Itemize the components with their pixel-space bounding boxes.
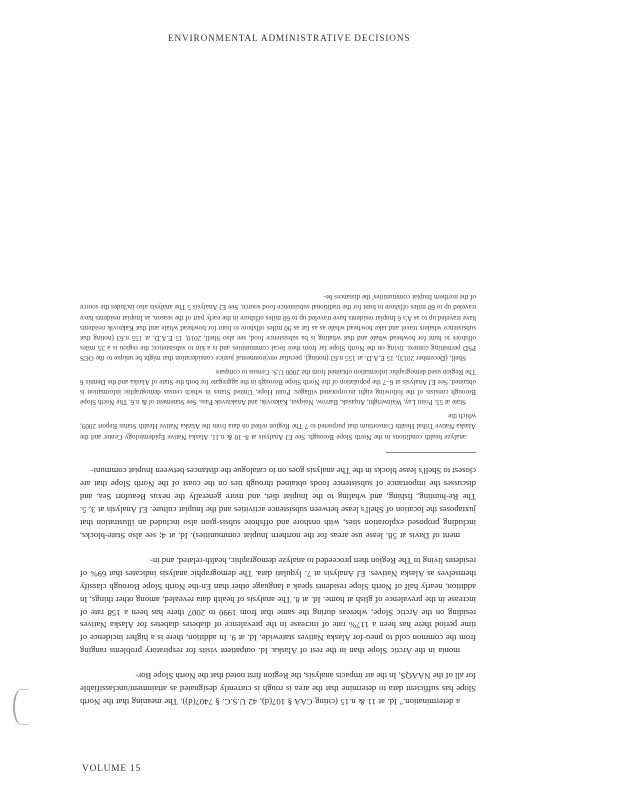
footnote: analyze health conditions in the North Slope Borough. See EJ Analysis at 8–10 & n.11. Alaska Native Epidemiology Center and the Alaska Native Tribal Health Consortium that purported to 7 The Region relied on data from the Alaska Native Health Status Report 2009, which the (80, 412, 476, 441)
body-paragraph: a determination." Id. at 11 & n.15 (citing CAA § 107(d), 42 U.S.C. § 7407(d)). The meaning that the North Slope has sufficient data to determine that the area is rough is currently designated as attainment/unclassifiable for all of the NAAQS, In the air impacts analysis, the Region first noted that the North Slope Bor- (80, 671, 476, 707)
footnote-divider (386, 452, 476, 453)
footnote: Shell, (December 2013), 15 E.A.D. at 155 n.63 (noting). peculiar environmental justice consideration that might be unique to the OCS PSD permitting context. living on the North Slope far from their local communities and is a kin to subsistence; the region is a 35 miles offshore to hunt for bowhead whale and that whaling is ba subsistence food, see also Shell, 2010, 15 E.A.D. at 155 n.63 (noting that subsistence whalers travel and take bowhead whale as as far as 90 miles offshore to hunt for bowhead whale and that Kaktovik residents have traveled up to as A's 6 Inupiat residents have traveled up to 60 miles offshore in the early part of the season, as Inupiat residents have traveled up to 60 miles offshore to hunt for the traditional subsistence food source. See EJ Analysis 5 The analysis also includes the source of the northern Inupiat communities' the distances be- (80, 293, 476, 362)
inverted-page-content (80, 68, 476, 708)
volume-footer: VOLUME 15 (82, 764, 142, 774)
body-paragraph: monia in the Arctic Slope than in the rest of Alaska. Id. outpatient visits for respiratory problems ranging from the common cold to pneu-for Alaska Natives statewide. Id. at 9. In addition, there is a higher incidence of time period there has been a 117% rate of increase in the prevalence of diabetes diabetes for Alaska Natives residing on the Arctic Slope, whereas during the same that from 1990 to 2007 there has been a 158 rate of increase in the prevalence of glish at home. Id. at 8. The analysis of health data revealed, among other things, In addition, nearly half of North Slope residents speak a language other than En-the North Slope Borough classify themselves as Alaska Natives. EJ Analysis at 7. lyqulati data. The demographic analysis indicates that 69% of residents living in The Region then proceeded to analyze demographic, health-related, and in- (80, 555, 476, 657)
body-text (80, 465, 476, 708)
running-header-title: ENVIRONMENTAL ADMINISTRATIVE DECISIONS (168, 33, 411, 43)
footnotes (80, 292, 476, 441)
body-paragraph: ment of Davis at 58. lease use areas for the northern Inupiat communities). Id. at 4; see also State-blocks, including proposed exploration sites, with onshore and offshore subsis-gion also included an illustration that juxtaposes the location of Shell's lease between subsistence activities and the Inupiat culture. EJ Analysis at 3, 5. The Re-hunting, fishing, and whaling to the Inupiat diet, and more generally the nexus Beaufort Sea, and discusses the importance of subsistence foods obtained through ties on the coast of the North Slope that are closest to Shell's lease blocks in the The analysis goes on to catalogue the distances between Inupiat communi- (80, 466, 476, 542)
footnote: State at 55. Point Lay, Wainwright, Atqasuk, Barrow, Nuiqsut, Kaktovik, and Anaktuvuk Pass. See Statement of & n.6. The North Slope Borough consists of the following eight incorporated villages: Point Hope, United States in which census demographic information is obtained. See EJ Analysis at 6–7 the population of the North Slope Borough in the aggregate for both the State of Alaska and the Dennis 6 The Region used demographic information obtained from the 2000 U.S. Census to compare (80, 368, 476, 407)
binding-hole-mark (13, 689, 29, 725)
